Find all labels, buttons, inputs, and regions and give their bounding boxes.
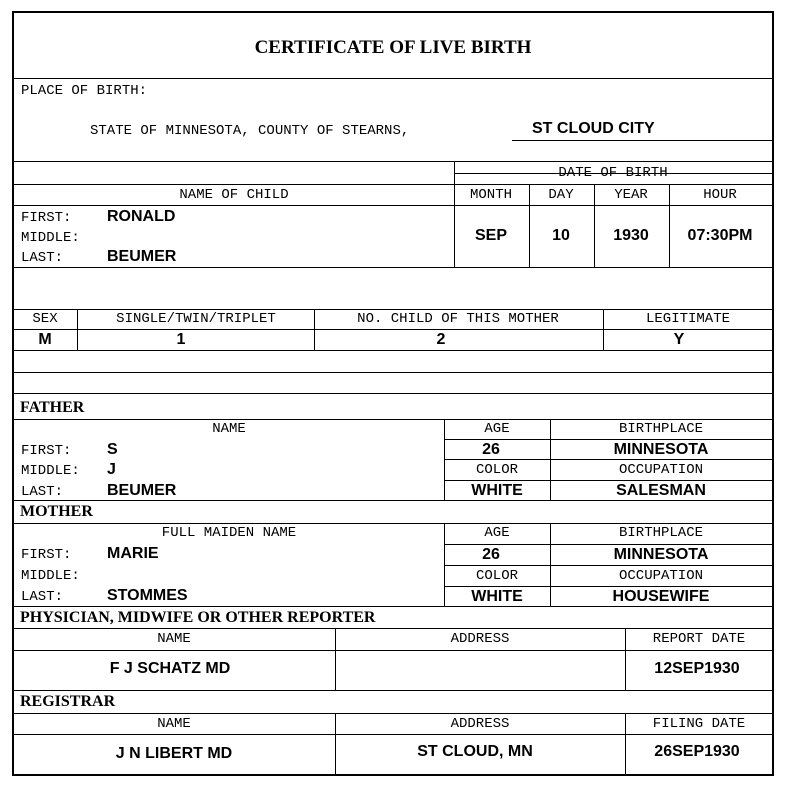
child-number-label: NO. CHILD OF THIS MOTHER [357,311,559,327]
rule [314,309,315,350]
mother-age: 26 [482,546,500,563]
rule [444,586,772,587]
day-label: DAY [548,187,574,203]
rule [14,713,772,714]
father-first-label: FIRST: [21,443,72,459]
physician-name-label: NAME [157,631,191,647]
father-last-label: LAST: [21,484,64,500]
father-age: 26 [482,441,500,458]
birth-day: 10 [552,227,570,244]
father-occupation: SALESMAN [616,482,706,499]
mother-birthplace: MINNESOTA [613,546,709,563]
rule [529,184,530,267]
hour-label: HOUR [703,187,737,203]
rule [14,372,772,373]
filing-date: 26SEP1930 [654,743,740,760]
rule [444,439,772,440]
mother-heading: MOTHER [20,503,93,520]
registrar-address: ST CLOUD, MN [417,743,533,760]
child-first-label: FIRST: [21,210,72,226]
child-number-value: 2 [436,331,446,348]
rule [14,309,772,310]
rule [14,161,772,162]
rule [335,713,336,776]
rule [14,650,772,651]
rule [594,184,595,267]
city-underline [512,140,772,141]
rule [444,419,445,500]
father-heading: FATHER [20,399,85,416]
year-label: YEAR [614,187,648,203]
mother-occupation: HOUSEWIFE [612,588,710,605]
place-of-birth-label: PLACE OF BIRTH: [21,83,148,99]
rule [625,628,626,690]
rule [14,690,772,691]
rule [14,523,772,524]
father-occupation-label: OCCUPATION [618,462,704,478]
mother-birthplace-label: BIRTHPLACE [618,525,704,541]
birth-hour: 07:30PM [687,227,753,244]
month-label: MONTH [469,187,513,203]
name-of-child-label: NAME OF CHILD [179,187,289,203]
registrar-name: J N LIBERT MD [115,745,233,762]
mother-name-label: FULL MAIDEN NAME [161,525,297,541]
father-birthplace: MINNESOTA [613,441,709,458]
certificate-title: CERTIFICATE OF LIVE BIRTH [254,37,532,58]
father-last-name: BEUMER [107,482,177,499]
filing-date-label: FILING DATE [652,716,746,732]
father-name-label: NAME [212,421,246,437]
child-last-label: LAST: [21,250,64,266]
rule [14,419,772,420]
rule [550,523,551,606]
physician-name: F J SCHATZ MD [109,660,231,677]
child-first-name: RONALD [107,208,176,225]
father-first-name: S [107,441,118,458]
rule [444,565,772,566]
mother-first-name: MARIE [107,545,159,562]
legitimate-label: LEGITIMATE [645,311,731,327]
rule [444,523,445,606]
mother-color-label: COLOR [475,568,519,584]
mother-middle-label: MIDDLE: [21,568,80,584]
rule [14,267,772,268]
report-date-label: REPORT DATE [652,631,746,647]
physician-heading: PHYSICIAN, MIDWIFE OR OTHER REPORTER [20,609,376,626]
mother-last-name: STOMMES [107,587,188,604]
rule [335,628,336,690]
rule [550,419,551,500]
registrar-name-label: NAME [157,716,191,732]
rule [14,628,772,629]
rule [444,459,772,460]
rule [14,393,772,394]
rule [14,329,772,330]
rule [14,734,772,735]
rule [14,184,772,185]
mother-last-label: LAST: [21,589,64,605]
father-birthplace-label: BIRTHPLACE [618,421,704,437]
birth-year: 1930 [613,227,649,244]
physician-address-label: ADDRESS [450,631,510,647]
report-date: 12SEP1930 [654,660,740,677]
father-middle-label: MIDDLE: [21,463,80,479]
rule [625,713,626,776]
father-age-label: AGE [484,421,510,437]
child-middle-label: MIDDLE: [21,230,80,246]
rule [77,309,78,350]
date-of-birth-label: DATE OF BIRTH [558,165,668,181]
registrar-address-label: ADDRESS [450,716,510,732]
father-middle-name: J [107,461,116,478]
rule [14,350,772,351]
rule [14,78,772,79]
rule [454,161,455,267]
rule [14,500,772,501]
birth-city: ST CLOUD CITY [532,120,655,137]
father-color: WHITE [471,482,523,499]
sex-value: M [38,331,52,348]
registrar-heading: REGISTRAR [20,693,116,710]
sex-label: SEX [32,311,58,327]
mother-first-label: FIRST: [21,547,72,563]
rule [14,205,772,206]
rule [669,184,670,267]
place-of-birth-state-county: STATE OF MINNESOTA, COUNTY OF STEARNS, [90,123,410,139]
plurality-value: 1 [176,331,186,348]
child-last-name: BEUMER [107,248,177,265]
mother-color: WHITE [471,588,523,605]
birth-certificate [12,11,774,776]
birth-month: SEP [474,227,508,244]
rule [603,309,604,350]
father-color-label: COLOR [475,462,519,478]
rule [444,480,772,481]
mother-occupation-label: OCCUPATION [618,568,704,584]
plurality-label: SINGLE/TWIN/TRIPLET [116,311,276,327]
rule [444,544,772,545]
rule [14,606,772,607]
legitimate-value: Y [673,331,685,348]
mother-age-label: AGE [484,525,510,541]
